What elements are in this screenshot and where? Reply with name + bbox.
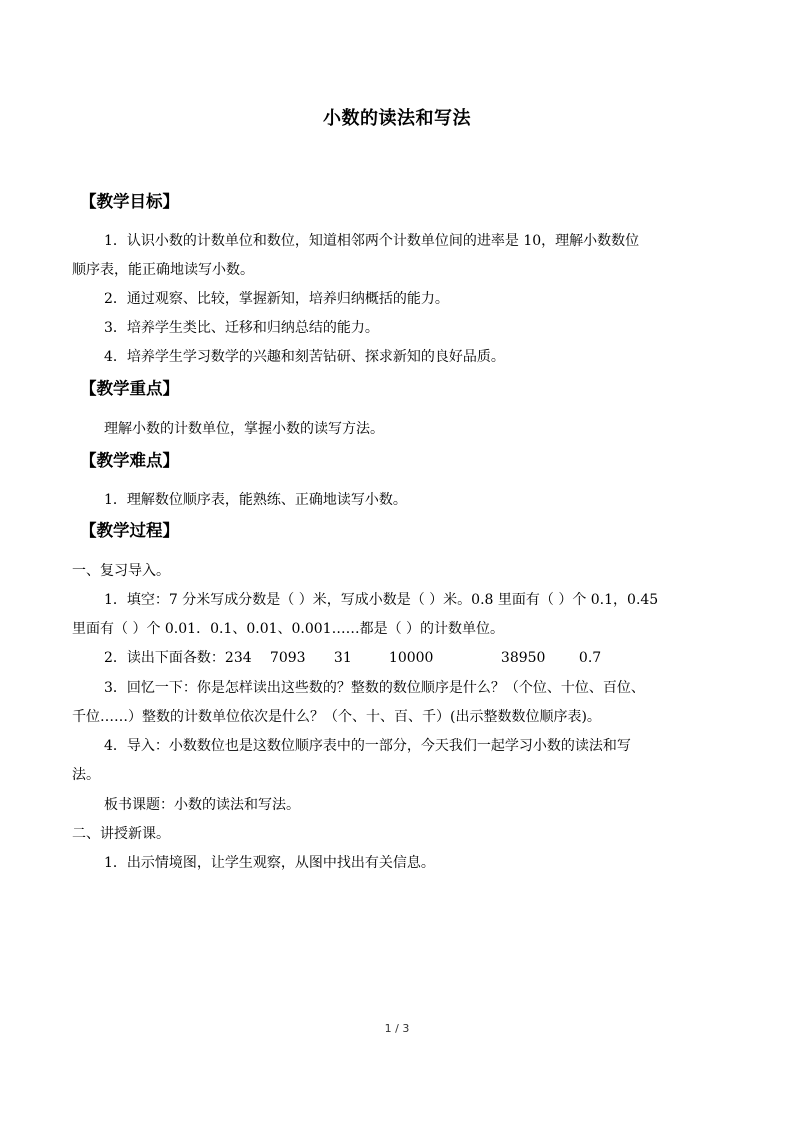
difficulties-heading: 【教学难点】 [80,451,179,470]
number-item: 31 [333,650,352,666]
number-item: 7093 [269,650,306,666]
process-item-2-label: 2．读出下面各数： [104,650,225,666]
number-item: 10000 [388,650,434,666]
process-item-3-line-2: 千位……）整数的计数单位依次是什么？（个、十、百、千）(出示整数数位顺序表)。 [72,709,601,725]
process-item-4-line-2: 法。 [72,767,100,783]
process-item-1-line-1: 1．填空：7 分米写成分数是（ ）米，写成小数是（ ）米。0.8 里面有（ ）个 0.1，0.45 [104,592,659,608]
key-points-text: 理解小数的计数单位，掌握小数的读写方法。 [104,421,384,437]
page-indicator: 1 / 3 [384,1022,410,1035]
objectives-heading: 【教学目标】 [80,192,179,211]
process-part-2: 二、讲授新课。 [72,826,170,842]
process-item-5: 1．出示情境图，让学生观察，从图中找出有关信息。 [104,855,435,871]
difficulties-text: 1．理解数位顺序表，能熟练、正确地读写小数。 [104,492,407,508]
key-points-heading: 【教学重点】 [80,379,179,398]
process-item-3-line-1: 3．回忆一下：你是怎样读出这些数的？整数的数位顺序是什么？（个位、十位、百位、 [104,680,645,696]
page-title: 小数的读法和写法 [323,108,471,129]
objective-item-1-line-2: 顺序表，能正确地读写小数。 [72,262,254,278]
process-part-1: 一、复习导入。 [72,563,170,579]
process-item-1-line-2: 里面有（ ）个 0.01．0.1、0.01、0.001……都是（ ）的计数单位。 [72,621,505,637]
number-item: 0.7 [578,650,602,666]
objective-item-4: 4．培养学生学习数学的兴趣和刻苦钻研、探求新知的良好品质。 [104,349,505,365]
board-title: 板书课题：小数的读法和写法。 [104,797,300,813]
objective-item-3: 3．培养学生类比、迁移和归纳总结的能力。 [104,320,379,336]
number-item: 38950 [500,650,546,666]
number-item: 234 [224,650,252,666]
process-item-2 [104,648,601,668]
process-heading: 【教学过程】 [80,521,179,540]
objective-item-1-line-1: 1．认识小数的计数单位和数位，知道相邻两个计数单位间的进率是 10，理解小数数位 [104,233,640,249]
process-item-4-line-1: 4．导入：小数数位也是这数位顺序表中的一部分，今天我们一起学习小数的读法和写 [104,738,631,754]
objective-item-2: 2．通过观察、比较，掌握新知，培养归纳概括的能力。 [104,291,449,307]
